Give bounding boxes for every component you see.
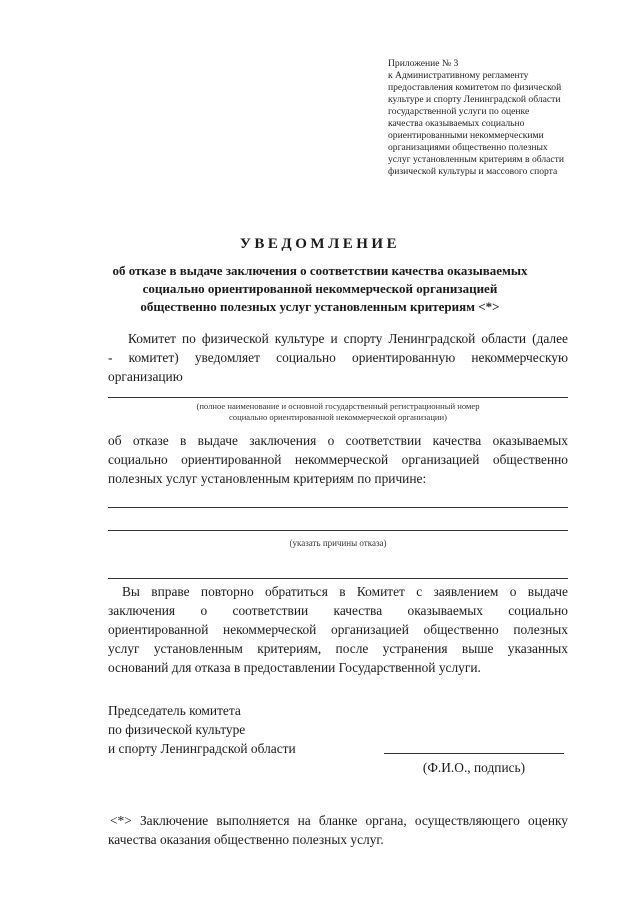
signatory-line-1: Председатель комитета: [108, 703, 241, 718]
document-subtitle: [60, 262, 580, 316]
footnote-line-1: <*> Заключение выполняется на бланке органа, осуществляющего оценку: [110, 813, 568, 828]
refusal-line-3: полезных услуг установленным критериям по причине:: [108, 471, 427, 486]
reason-line-3[interactable]: [108, 578, 568, 579]
reapply-line-2: заключения о соответствии качества оказываемых социально: [108, 603, 568, 618]
appendix-line: ориентированными некоммерческими: [388, 130, 544, 141]
appendix-line: услуг установленным критериям в области: [388, 154, 565, 165]
appendix-line: качества оказываемых социально: [388, 118, 525, 129]
intro-line-1: Комитет по физической культуре и спорту Ленинградской области (далее: [128, 331, 568, 346]
appendix-block: [388, 58, 588, 178]
appendix-line: организациями общественно полезных: [388, 142, 548, 153]
signature-note: (Ф.И.О., подпись): [422, 760, 526, 775]
appendix-line: государственной услуги по оценке: [388, 106, 530, 117]
reapply-line-1: Вы вправе повторно обратиться в Комитет с заявлением о выдаче: [122, 584, 568, 599]
document-title: УВЕДОМЛЕНИЕ: [239, 236, 401, 252]
signatory-line-2: по физической культуре: [108, 722, 246, 737]
subtitle-line: социально ориентированной некоммерческой организацией: [142, 281, 498, 296]
refusal-paragraph: [108, 431, 568, 488]
reapply-paragraph: [108, 582, 568, 677]
footnote-line-2: качества оказания общественно полезных услуг.: [108, 832, 384, 847]
appendix-line: культуре и спорту Ленинградской области: [388, 94, 561, 105]
reason-line-2[interactable]: [108, 530, 568, 531]
appendix-line: к Административному регламенту: [388, 70, 529, 81]
appendix-line: физической культуры и массового спорта: [388, 166, 558, 177]
reason-note: (указать причины отказа): [289, 538, 387, 548]
reapply-line-4: услуг установленным критериям, после устранения выше указанных: [108, 641, 568, 656]
reason-line-1[interactable]: [108, 507, 568, 508]
org-name-note: (полное наименование и основной государственный регистрационный номер социально ориентированной некоммерческой организации): [196, 401, 480, 422]
org-name-line[interactable]: [108, 397, 568, 398]
signatory-block: [108, 701, 408, 758]
appendix-line: Приложение № 3: [388, 58, 459, 69]
intro-paragraph: [108, 329, 568, 386]
signature-line[interactable]: [384, 753, 564, 754]
intro-line-2: - комитет) уведомляет социально ориентированную некоммерческую: [108, 350, 568, 365]
intro-line-3: организацию: [108, 369, 183, 384]
subtitle-line: общественно полезных услуг установленным критериям <*>: [140, 299, 500, 314]
reapply-line-3: ориентированной некоммерческой организацией общественно полезных: [108, 622, 568, 637]
reapply-line-5: оснований для отказа в предоставлении Государственной услуги.: [108, 660, 481, 675]
footnote: [108, 811, 568, 849]
refusal-line-1: об отказе в выдаче заключения о соответствии качества оказываемых: [108, 433, 568, 448]
appendix-line: предоставления комитетом по физической: [388, 82, 562, 93]
refusal-line-2: социально ориентированной некоммерческой организацией общественно: [108, 452, 568, 467]
subtitle-line: об отказе в выдаче заключения о соответствии качества оказываемых: [112, 263, 528, 278]
signatory-line-3: и спорту Ленинградской области: [108, 741, 296, 756]
